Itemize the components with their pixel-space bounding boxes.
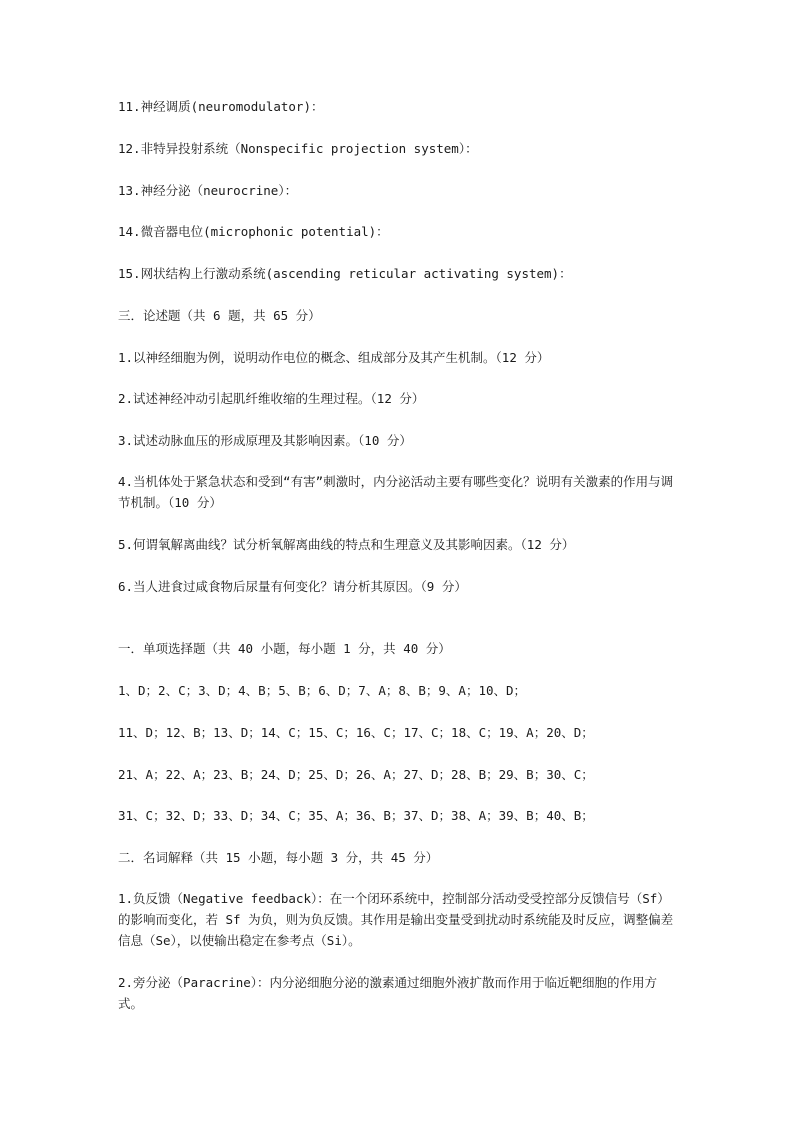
answer-row-1-10: 1、D；2、C；3、D；4、B；5、B；6、D；7、A；8、B；9、A；10、D； (118, 683, 527, 698)
essay-question-3: 3.试述动脉血压的形成原理及其影响因素。（10 分） (118, 433, 412, 448)
answers-terms-heading: 二．名词解释（共 15 小题，每小题 3 分，共 45 分） (118, 850, 439, 865)
essay-section-heading: 三．论述题（共 6 题，共 65 分） (118, 308, 321, 323)
term-question-12: 12.非特异投射系统（Nonspecific projection system）： (118, 141, 478, 156)
term-question-11: 11.神经调质(neuromodulator)： (118, 99, 324, 114)
answer-row-31-40: 31、C；32、D；33、D；34、C；35、A；36、B；37、D；38、A；39、B；40、B； (118, 808, 594, 823)
essay-question-5: 5.何谓氧解离曲线？试分析氧解离曲线的特点和生理意义及其影响因素。（12 分） (118, 537, 575, 552)
term-answer-1: 1.负反馈（Negative feedback）：在一个闭环系统中，控制部分活动受受控部分反馈信号（Sf）的影响而变化，若 Sf 为负，则为负反馈。其作用是输出变量受到扰动时系统能及时反应，调整偏差信息（Se），以使输出稳定在参考点（Si）。 (118, 891, 674, 948)
term-question-13: 13.神经分泌（neurocrine）： (118, 183, 298, 198)
answers-choice-heading: 一．单项选择题（共 40 小题，每小题 1 分，共 40 分） (118, 641, 451, 656)
essay-question-2: 2.试述神经冲动引起肌纤维收缩的生理过程。（12 分） (118, 391, 425, 406)
term-question-15: 15.网状结构上行激动系统(ascending reticular activating system)： (118, 266, 572, 281)
essay-question-4: 4.当机体处于紧急状态和受到“有害”刺激时，内分泌活动主要有哪些变化？说明有关激素的作用与调节机制。（10 分） (118, 474, 674, 510)
answer-row-21-30: 21、A；22、A；23、B；24、D；25、D；26、A；27、D；28、B；29、B；30、C； (118, 767, 594, 782)
term-answer-2: 2.旁分泌（Paracrine）：内分泌细胞分泌的激素通过细胞外液扩散而作用于临近靶细胞的作用方式。 (118, 975, 658, 1011)
essay-question-1: 1.以神经细胞为例，说明动作电位的概念、组成部分及其产生机制。（12 分） (118, 350, 550, 365)
essay-question-6: 6.当人进食过咸食物后尿量有何变化？请分析其原因。（9 分） (118, 579, 467, 594)
answer-row-11-20: 11、D；12、B；13、D；14、C；15、C；16、C；17、C；18、C；19、A；20、D； (118, 725, 594, 740)
term-question-14: 14.微音器电位(microphonic potential)： (118, 224, 389, 239)
